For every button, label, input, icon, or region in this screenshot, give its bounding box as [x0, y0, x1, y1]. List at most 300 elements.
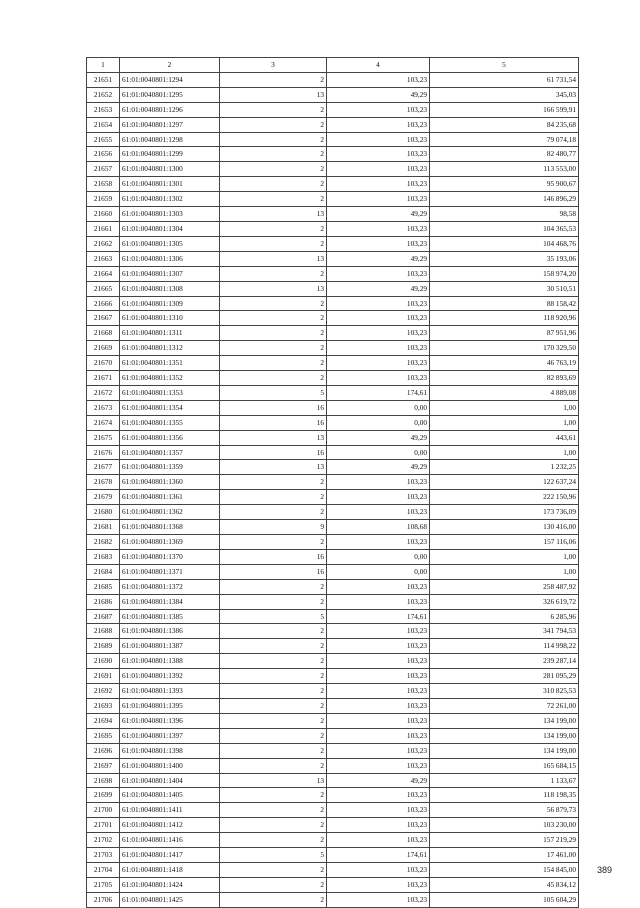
table-cell: 61:01:0040801:1418: [120, 862, 220, 877]
table-cell: 61:01:0040801:1357: [120, 445, 220, 460]
table-cell: 2: [220, 535, 327, 550]
table-cell: 49,29: [327, 251, 430, 266]
table-row: [87, 147, 579, 162]
table-cell: 61:01:0040801:1370: [120, 549, 220, 564]
table-row: [87, 773, 579, 788]
table-cell: 345,03: [430, 87, 579, 102]
table-cell: 61:01:0040801:1417: [120, 848, 220, 863]
table-cell: 49,29: [327, 430, 430, 445]
table-cell: 61:01:0040801:1359: [120, 460, 220, 475]
table-cell: 21659: [87, 192, 120, 207]
table-cell: 17 461,00: [430, 848, 579, 863]
table-cell: 61:01:0040801:1404: [120, 773, 220, 788]
table-cell: 103,23: [327, 162, 430, 177]
table-cell: 103,23: [327, 341, 430, 356]
header-cell-5: 5: [430, 58, 579, 73]
table-cell: 103,23: [327, 594, 430, 609]
table-cell: 16: [220, 400, 327, 415]
table-cell: 13: [220, 251, 327, 266]
table-cell: 2: [220, 639, 327, 654]
table-cell: 61:01:0040801:1308: [120, 281, 220, 296]
table-cell: 72 261,00: [430, 698, 579, 713]
table-cell: 21700: [87, 803, 120, 818]
table-cell: 6 285,96: [430, 609, 579, 624]
table-cell: 5: [220, 385, 327, 400]
table-cell: 1,00: [430, 549, 579, 564]
table-cell: 9: [220, 520, 327, 535]
table-cell: 2: [220, 475, 327, 490]
table-cell: 21662: [87, 236, 120, 251]
table-cell: 61:01:0040801:1425: [120, 892, 220, 907]
page-number: 389: [596, 865, 612, 875]
table-cell: 2: [220, 192, 327, 207]
table-cell: 5: [220, 848, 327, 863]
table-cell: 2: [220, 669, 327, 684]
table-cell: 174,61: [327, 609, 430, 624]
table-cell: 21663: [87, 251, 120, 266]
table-row: [87, 177, 579, 192]
table-cell: 2: [220, 684, 327, 699]
table-cell: 21690: [87, 654, 120, 669]
table-row: [87, 296, 579, 311]
table-row: [87, 520, 579, 535]
table-cell: 174,61: [327, 848, 430, 863]
table-cell: 21697: [87, 758, 120, 773]
table-cell: 21683: [87, 549, 120, 564]
table-cell: 258 487,92: [430, 579, 579, 594]
table-cell: 21680: [87, 505, 120, 520]
table-cell: 21652: [87, 87, 120, 102]
table-cell: 61:01:0040801:1362: [120, 505, 220, 520]
table-row: [87, 728, 579, 743]
table-cell: 21704: [87, 862, 120, 877]
header-cell-3: 3: [220, 58, 327, 73]
table-cell: 21661: [87, 221, 120, 236]
table-cell: 2: [220, 877, 327, 892]
table-row: [87, 475, 579, 490]
table-cell: 21686: [87, 594, 120, 609]
table-cell: 21654: [87, 117, 120, 132]
table-cell: 21679: [87, 490, 120, 505]
table-cell: 21675: [87, 430, 120, 445]
table-cell: 118 198,35: [430, 788, 579, 803]
table-row: [87, 713, 579, 728]
table-cell: 79 074,18: [430, 132, 579, 147]
table-cell: 2: [220, 728, 327, 743]
table-cell: 61:01:0040801:1424: [120, 877, 220, 892]
table-cell: 2: [220, 892, 327, 907]
table-cell: 45 834,12: [430, 877, 579, 892]
table-cell: 13: [220, 460, 327, 475]
table-cell: 21706: [87, 892, 120, 907]
table-cell: 61:01:0040801:1311: [120, 326, 220, 341]
table-row: [87, 460, 579, 475]
table-cell: 2: [220, 102, 327, 117]
table-cell: 341 794,53: [430, 624, 579, 639]
table-cell: 21677: [87, 460, 120, 475]
table-cell: 49,29: [327, 460, 430, 475]
table-cell: 61:01:0040801:1351: [120, 356, 220, 371]
table-cell: 103,23: [327, 892, 430, 907]
table-cell: 103,23: [327, 654, 430, 669]
table-cell: 173 736,09: [430, 505, 579, 520]
table-cell: 103,23: [327, 818, 430, 833]
table-cell: 49,29: [327, 207, 430, 222]
table-cell: 21694: [87, 713, 120, 728]
table-body: [87, 72, 579, 907]
table-row: [87, 72, 579, 87]
table-cell: 13: [220, 773, 327, 788]
table-cell: 130 416,00: [430, 520, 579, 535]
table-cell: 103,23: [327, 624, 430, 639]
table-row: [87, 549, 579, 564]
table-cell: 21669: [87, 341, 120, 356]
table-cell: 103,23: [327, 669, 430, 684]
table-cell: 61:01:0040801:1307: [120, 266, 220, 281]
table-cell: 104 468,76: [430, 236, 579, 251]
header-row: [87, 58, 579, 73]
table-cell: 61:01:0040801:1371: [120, 564, 220, 579]
table-cell: 61:01:0040801:1393: [120, 684, 220, 699]
table-cell: 1,00: [430, 564, 579, 579]
table-cell: 2: [220, 654, 327, 669]
table-row: [87, 564, 579, 579]
table-cell: 21705: [87, 877, 120, 892]
table-cell: 98,58: [430, 207, 579, 222]
table-row: [87, 579, 579, 594]
table-cell: 2: [220, 371, 327, 386]
table-cell: 103,23: [327, 713, 430, 728]
table-cell: 2: [220, 862, 327, 877]
table-cell: 103,23: [327, 862, 430, 877]
table-cell: 61:01:0040801:1398: [120, 743, 220, 758]
table-row: [87, 833, 579, 848]
table-cell: 88 158,42: [430, 296, 579, 311]
table-cell: 170 329,50: [430, 341, 579, 356]
table-cell: 103,23: [327, 147, 430, 162]
table-cell: 222 150,96: [430, 490, 579, 505]
table-row: [87, 654, 579, 669]
table-cell: 46 763,19: [430, 356, 579, 371]
header-cell-2: 2: [120, 58, 220, 73]
table-cell: 2: [220, 624, 327, 639]
table-cell: 2: [220, 72, 327, 87]
table-cell: 103,23: [327, 535, 430, 550]
table-cell: 2: [220, 698, 327, 713]
table-row: [87, 758, 579, 773]
table-row: [87, 848, 579, 863]
table-cell: 103,23: [327, 192, 430, 207]
table-cell: 103,23: [327, 743, 430, 758]
table-cell: 56 879,73: [430, 803, 579, 818]
table-row: [87, 236, 579, 251]
table-row: [87, 162, 579, 177]
table-cell: 103,23: [327, 266, 430, 281]
table-row: [87, 192, 579, 207]
table-cell: 2: [220, 117, 327, 132]
table-cell: 134 199,00: [430, 743, 579, 758]
table-cell: 21660: [87, 207, 120, 222]
table-cell: 103,23: [327, 177, 430, 192]
table-cell: 95 900,67: [430, 177, 579, 192]
table-cell: 61:01:0040801:1352: [120, 371, 220, 386]
table-cell: 103,23: [327, 371, 430, 386]
table-cell: 166 599,91: [430, 102, 579, 117]
table-cell: 443,61: [430, 430, 579, 445]
table-row: [87, 684, 579, 699]
table-cell: 2: [220, 833, 327, 848]
table-cell: 49,29: [327, 281, 430, 296]
table-row: [87, 117, 579, 132]
table-cell: 2: [220, 758, 327, 773]
table-row: [87, 251, 579, 266]
table-cell: 16: [220, 445, 327, 460]
table-cell: 61:01:0040801:1386: [120, 624, 220, 639]
table-cell: 103,23: [327, 132, 430, 147]
table-cell: 2: [220, 162, 327, 177]
table-cell: 16: [220, 549, 327, 564]
table-cell: 21695: [87, 728, 120, 743]
table-cell: 174,61: [327, 385, 430, 400]
table-cell: 21689: [87, 639, 120, 654]
table-cell: 13: [220, 281, 327, 296]
table-cell: 16: [220, 415, 327, 430]
table-cell: 0,00: [327, 415, 430, 430]
table-cell: 134 199,00: [430, 713, 579, 728]
table-row: [87, 102, 579, 117]
header-cell-4: 4: [327, 58, 430, 73]
table-cell: 103,23: [327, 221, 430, 236]
table-cell: 103,23: [327, 833, 430, 848]
table-cell: 310 825,53: [430, 684, 579, 699]
table-cell: 61:01:0040801:1405: [120, 788, 220, 803]
table-cell: 2: [220, 356, 327, 371]
table-cell: 61:01:0040801:1303: [120, 207, 220, 222]
table-cell: 61:01:0040801:1411: [120, 803, 220, 818]
table-row: [87, 311, 579, 326]
table-row: [87, 132, 579, 147]
table-cell: 2: [220, 490, 327, 505]
table-cell: 21658: [87, 177, 120, 192]
table-cell: 114 998,22: [430, 639, 579, 654]
table-cell: 158 974,20: [430, 266, 579, 281]
table-row: [87, 207, 579, 222]
table-cell: 105 604,29: [430, 892, 579, 907]
table-cell: 2: [220, 326, 327, 341]
table-cell: 103,23: [327, 236, 430, 251]
table-cell: 61:01:0040801:1368: [120, 520, 220, 535]
table-cell: 2: [220, 221, 327, 236]
table-cell: 49,29: [327, 773, 430, 788]
table-cell: 103,23: [327, 356, 430, 371]
table-cell: 1 232,25: [430, 460, 579, 475]
table-cell: 2: [220, 579, 327, 594]
table-cell: 5: [220, 609, 327, 624]
table-cell: 21684: [87, 564, 120, 579]
table-cell: 21681: [87, 520, 120, 535]
table-cell: 103,23: [327, 117, 430, 132]
table-cell: 21673: [87, 400, 120, 415]
table-cell: 61:01:0040801:1392: [120, 669, 220, 684]
table-cell: 103,23: [327, 684, 430, 699]
table-cell: 1,00: [430, 400, 579, 415]
table-cell: 61:01:0040801:1304: [120, 221, 220, 236]
table-cell: 103,23: [327, 788, 430, 803]
table-cell: 61:01:0040801:1295: [120, 87, 220, 102]
table-cell: 61:01:0040801:1372: [120, 579, 220, 594]
table-cell: 103,23: [327, 579, 430, 594]
table-cell: 61:01:0040801:1294: [120, 72, 220, 87]
table-cell: 2: [220, 788, 327, 803]
table-cell: 21655: [87, 132, 120, 147]
table-cell: 61:01:0040801:1395: [120, 698, 220, 713]
table-cell: 103,23: [327, 72, 430, 87]
table-cell: 21678: [87, 475, 120, 490]
table-cell: 61:01:0040801:1301: [120, 177, 220, 192]
table-cell: 103,23: [327, 698, 430, 713]
table-cell: 21657: [87, 162, 120, 177]
table-cell: 2: [220, 505, 327, 520]
table-row: [87, 594, 579, 609]
table-cell: 21693: [87, 698, 120, 713]
table-cell: 84 235,68: [430, 117, 579, 132]
table-cell: 61:01:0040801:1396: [120, 713, 220, 728]
table-row: [87, 624, 579, 639]
table-cell: 61:01:0040801:1305: [120, 236, 220, 251]
table-cell: 21688: [87, 624, 120, 639]
table-cell: 0,00: [327, 564, 430, 579]
table-cell: 49,29: [327, 87, 430, 102]
table-cell: 61:01:0040801:1298: [120, 132, 220, 147]
table-cell: 108,68: [327, 520, 430, 535]
table-cell: 21664: [87, 266, 120, 281]
table-cell: 103,23: [327, 505, 430, 520]
table-cell: 103,23: [327, 102, 430, 117]
table-cell: 21699: [87, 788, 120, 803]
table-cell: 103,23: [327, 311, 430, 326]
table-cell: 103,23: [327, 728, 430, 743]
table-cell: 157 219,29: [430, 833, 579, 848]
table-cell: 13: [220, 87, 327, 102]
table-cell: 103,23: [327, 296, 430, 311]
table-row: [87, 803, 579, 818]
table-cell: 0,00: [327, 445, 430, 460]
table-row: [87, 326, 579, 341]
table-cell: 2: [220, 236, 327, 251]
table-cell: 21674: [87, 415, 120, 430]
table-cell: 103,23: [327, 803, 430, 818]
table-cell: 2: [220, 311, 327, 326]
table-cell: 35 193,06: [430, 251, 579, 266]
table-cell: 2: [220, 713, 327, 728]
table-row: [87, 505, 579, 520]
table-cell: 61:01:0040801:1296: [120, 102, 220, 117]
table-cell: 21651: [87, 72, 120, 87]
table-cell: 61:01:0040801:1361: [120, 490, 220, 505]
table-cell: 0,00: [327, 549, 430, 564]
table-cell: 2: [220, 296, 327, 311]
table-cell: 30 510,51: [430, 281, 579, 296]
table-cell: 113 553,00: [430, 162, 579, 177]
table-cell: 16: [220, 564, 327, 579]
table-cell: 2: [220, 803, 327, 818]
table-cell: 21671: [87, 371, 120, 386]
table-cell: 61:01:0040801:1354: [120, 400, 220, 415]
table-cell: 61:01:0040801:1387: [120, 639, 220, 654]
table-cell: 61:01:0040801:1299: [120, 147, 220, 162]
table-row: [87, 400, 579, 415]
table-cell: 326 619,72: [430, 594, 579, 609]
table-cell: 61:01:0040801:1385: [120, 609, 220, 624]
table-cell: 103,23: [327, 326, 430, 341]
table-row: [87, 669, 579, 684]
table-cell: 61:01:0040801:1353: [120, 385, 220, 400]
table-cell: 21672: [87, 385, 120, 400]
table-cell: 21696: [87, 743, 120, 758]
table-cell: 2: [220, 132, 327, 147]
table-cell: 0,00: [327, 400, 430, 415]
table-row: [87, 535, 579, 550]
table-cell: 2: [220, 594, 327, 609]
table-cell: 61:01:0040801:1360: [120, 475, 220, 490]
table-cell: 2: [220, 341, 327, 356]
table-row: [87, 445, 579, 460]
table-cell: 1 133,67: [430, 773, 579, 788]
table-cell: 281 095,29: [430, 669, 579, 684]
table-cell: 61:01:0040801:1297: [120, 117, 220, 132]
table-cell: 103,23: [327, 758, 430, 773]
table-row: [87, 266, 579, 281]
table-cell: 2: [220, 147, 327, 162]
table-cell: 2: [220, 743, 327, 758]
table-cell: 61:01:0040801:1416: [120, 833, 220, 848]
table-row: [87, 877, 579, 892]
table-cell: 103,23: [327, 490, 430, 505]
table-cell: 103,23: [327, 475, 430, 490]
table-cell: 61:01:0040801:1388: [120, 654, 220, 669]
table-cell: 61:01:0040801:1369: [120, 535, 220, 550]
table-cell: 134 199,00: [430, 728, 579, 743]
table-row: [87, 356, 579, 371]
table-cell: 21666: [87, 296, 120, 311]
table-cell: 21668: [87, 326, 120, 341]
table-cell: 87 951,96: [430, 326, 579, 341]
table-cell: 157 116,06: [430, 535, 579, 550]
table-cell: 21702: [87, 833, 120, 848]
table-cell: 82 893,69: [430, 371, 579, 386]
table-cell: 21685: [87, 579, 120, 594]
table-cell: 21692: [87, 684, 120, 699]
table-cell: 61:01:0040801:1400: [120, 758, 220, 773]
table-cell: 82 480,77: [430, 147, 579, 162]
table-row: [87, 639, 579, 654]
header-cell-1: 1: [87, 58, 120, 73]
table-row: [87, 490, 579, 505]
table-cell: 104 365,53: [430, 221, 579, 236]
table-row: [87, 430, 579, 445]
table-cell: 61:01:0040801:1300: [120, 162, 220, 177]
table-cell: 1,00: [430, 445, 579, 460]
table-cell: 61:01:0040801:1397: [120, 728, 220, 743]
table-cell: 21670: [87, 356, 120, 371]
table-cell: 61 731,54: [430, 72, 579, 87]
table-cell: 103 230,00: [430, 818, 579, 833]
table-row: [87, 788, 579, 803]
table-cell: 1,00: [430, 415, 579, 430]
table-cell: 61:01:0040801:1309: [120, 296, 220, 311]
table-cell: 21653: [87, 102, 120, 117]
table-row: [87, 415, 579, 430]
